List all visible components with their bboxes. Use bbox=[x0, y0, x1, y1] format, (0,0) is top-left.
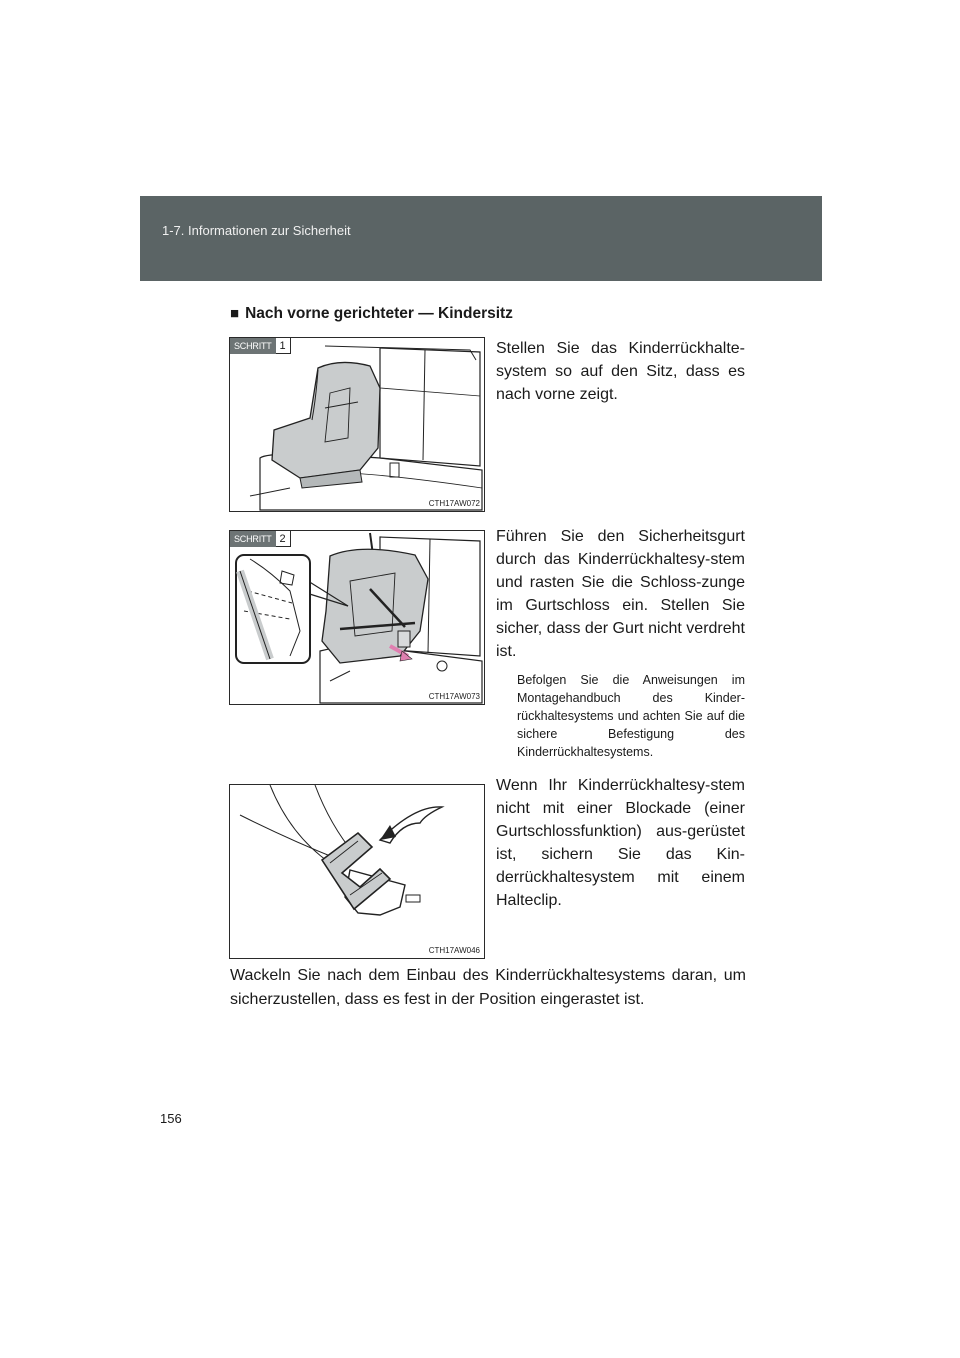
step-number: 1 bbox=[276, 338, 291, 354]
seat-belt-routing-illustration bbox=[230, 531, 484, 704]
step-badge bbox=[230, 338, 291, 354]
child-seat-placement-illustration bbox=[230, 338, 484, 511]
figure-step-2 bbox=[229, 530, 485, 705]
figure-code: CTH17AW072 bbox=[428, 499, 480, 508]
step-number: 2 bbox=[276, 531, 291, 547]
chapter-header-bar bbox=[140, 196, 822, 281]
square-bullet-icon: ■ bbox=[230, 305, 240, 322]
step-badge bbox=[230, 531, 291, 547]
step-2-note: Befolgen Sie die Anweisungen im Montagehandbuch des Kinder-rückhaltesystems und achten Sie auf die sichere Befestigung des Kinderrückhaltesystems. bbox=[517, 673, 745, 759]
section-heading bbox=[230, 305, 513, 323]
figure-step-1 bbox=[229, 337, 485, 512]
section-heading-text: Nach vorne gerichteter — Kindersitz bbox=[245, 305, 513, 322]
clip-text: Wenn Ihr Kinderrückhaltesy-stem nicht mit einer Blockade (einer Gurtschlossfunktion) aus-gerüstet ist, sichern Sie das Kin-derrückhaltesystem mit einem Halteclip. bbox=[496, 777, 745, 909]
figure-locking-clip bbox=[229, 784, 485, 959]
final-paragraph: Wackeln Sie nach dem Einbau des Kinderrückhaltesystems daran, um sicherzustellen, dass es fest in der Position eingerastet ist. bbox=[230, 967, 746, 1008]
step-2-text: Führen Sie den Sicherheitsgurt durch das Kinderrückhaltesy-stem und rasten Sie die Schloss-zunge im Gurtschloss ein. Stellen Sie sicher, dass der Gurt nicht verdreht ist. bbox=[496, 528, 745, 660]
locking-clip-illustration bbox=[230, 785, 484, 958]
step-label: SCHRITT bbox=[230, 338, 276, 354]
step-1-text: Stellen Sie das Kinderrückhalte-system so auf den Sitz, dass es nach vorne zeigt. bbox=[496, 340, 745, 403]
figure-code: CTH17AW046 bbox=[428, 946, 480, 955]
step-label: SCHRITT bbox=[230, 531, 276, 547]
chapter-title: 1-7. Informationen zur Sicherheit bbox=[162, 223, 351, 238]
page-number: 156 bbox=[160, 1111, 182, 1126]
figure-code: CTH17AW073 bbox=[428, 692, 480, 701]
